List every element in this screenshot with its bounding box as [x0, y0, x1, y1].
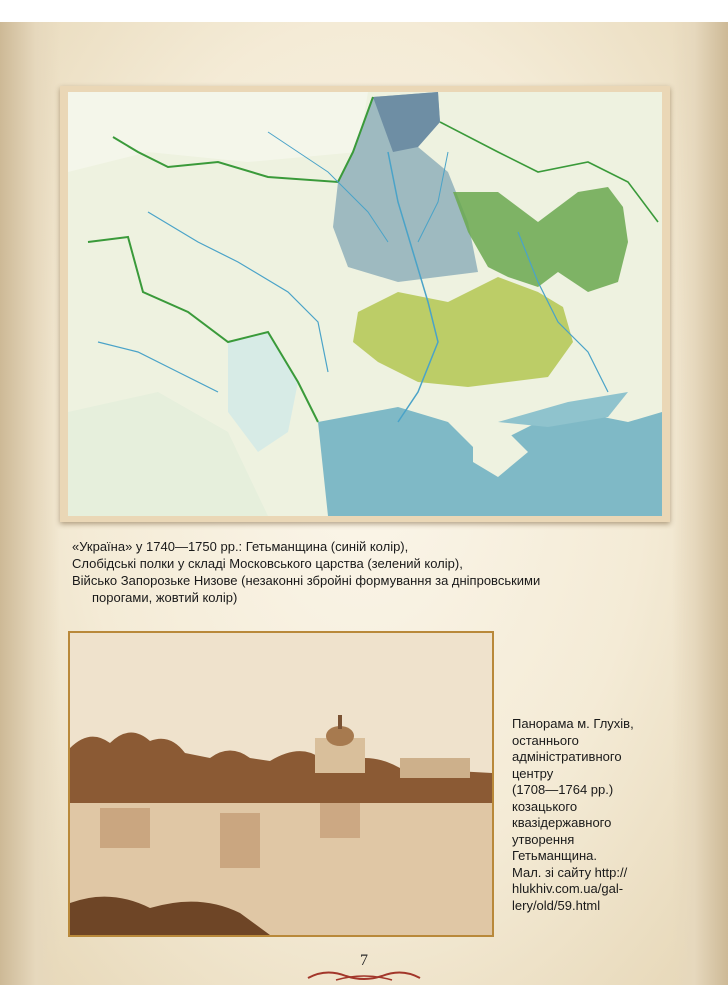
map-caption-line-4: порогами, жовтий колір): [92, 590, 238, 605]
map-illustration: [68, 92, 662, 516]
bottom-edge: [0, 985, 728, 1000]
photo-caption-line: hlukhiv.com.ua/gal-: [512, 881, 624, 896]
map-caption-line-2: Слобідські полки у складі Московського царства (зелений колір),: [72, 556, 463, 571]
photo-caption-line: lery/old/59.html: [512, 897, 601, 913]
photo-reflection-church: [320, 803, 360, 838]
top-edge: [0, 0, 728, 22]
photo-caption: [512, 716, 672, 914]
photo-caption-line: Панорама м. Глухів,: [512, 716, 634, 731]
map-caption-line-1: «Україна» у 1740—1750 рр.: Гетьманщина (синій колір),: [72, 539, 409, 554]
photo-buildings: [400, 758, 470, 778]
photo-caption-line: останнього: [512, 732, 579, 748]
photo-caption-line: адміністративного: [512, 749, 622, 764]
photo-caption-line: утворення: [512, 831, 575, 847]
bottom-flourish: [306, 968, 422, 984]
photo-caption-line: Мал. зі сайту http://: [512, 864, 628, 880]
photo-caption-line: Гетьманщина.: [512, 848, 598, 863]
photo-illustration: [70, 633, 492, 935]
photo-reflection-middle: [220, 813, 260, 868]
right-ornament: [672, 22, 728, 985]
map-caption-line-3: Військо Запорозьке Низове (незаконні збройні формування за дніпровськими: [72, 573, 541, 588]
photo-caption-line: квазідержавного: [512, 815, 612, 830]
photo-church-cross: [338, 715, 342, 729]
page-number: 7: [360, 952, 368, 969]
photo-caption-line: (1708—1764 рр.): [512, 782, 614, 797]
map-caption: [72, 538, 672, 606]
photo-caption-line: центру: [512, 765, 554, 781]
photo-caption-line: козацького: [512, 798, 578, 814]
historical-map: [60, 86, 670, 522]
photo-reflection-left: [100, 808, 150, 848]
hlukhiv-panorama-photo: [68, 631, 494, 937]
left-ornament: [0, 22, 60, 985]
